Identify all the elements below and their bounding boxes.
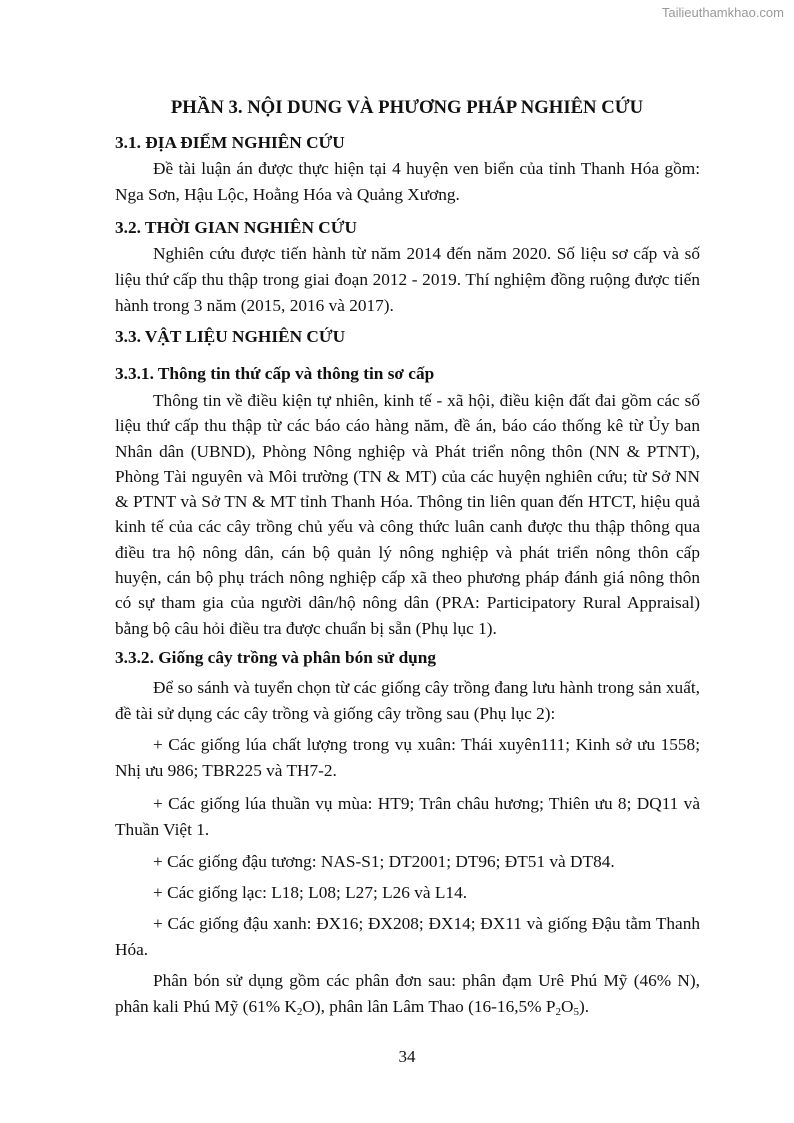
fert-text: O), phân lân Lâm Thao (16-16,5% P <box>302 997 556 1016</box>
subscript: 2 <box>296 1006 303 1018</box>
paragraph-data-sources: Thông tin về điều kiện tự nhiên, kinh tế - xã hội, điều kiện đất đai gồm các số liệu thứ cấp thu thập từ các báo cáo hàng năm, đề án, báo cáo thống kê từ Ủy ban Nhân dân (UBND), Phòng Nông nghiệp và Phát triển nông thôn (NN & PTNT), Phòng Tài nguyên và Môi trường (TN & MT) của các huyện nghiên cứu; từ Sở NN & PTNT và Sở TN & MT tỉnh Thanh Hóa. Thông tin liên quan đến HTCT, hiệu quả kinh tế của các cây trồng chủ yếu và công thức luân canh được thu thập thông qua điều tra hộ nông dân, cán bộ quản lý nông nghiệp và phát triển nông thôn cấp huyện, cán bộ phụ trách nông nghiệp cấp xã theo phương pháp đánh giá nông thôn có sự tham gia của người dân/hộ nông dân (PRA: Participatory Rural Appraisal) bằng bộ câu hỏi điều tra được chuẩn bị sẵn (Phụ lục 1). <box>115 391 700 638</box>
paragraph-varieties-intro: Để so sánh và tuyển chọn từ các giống cây trồng đang lưu hành trong sản xuất, đề tài sử dụng các cây trồng và giống cây trồng sau (Phụ lục 2): <box>115 678 700 723</box>
list-item: + Các giống đậu xanh: ĐX16; ĐX208; ĐX14; ĐX11 và giống Đậu tằm Thanh Hóa. <box>115 914 700 959</box>
fert-text: Phân bón sử dụng gồm các phân đơn sau: phân đạm Urê Phú Mỹ (46% N), phân kali Phú Mỹ (61% K <box>115 971 700 1016</box>
heading-3-3-2: 3.3.2. Giống cây trồng và phân bón sử dụng <box>115 648 437 667</box>
list-item: + Các giống lúa thuần vụ mùa: HT9; Trân châu hương; Thiên ưu 8; DQ11 và Thuần Việt 1. <box>115 794 700 839</box>
heading-3-3-1: 3.3.1. Thông tin thứ cấp và thông tin sơ cấp <box>115 364 435 383</box>
fert-text: O <box>561 997 574 1016</box>
list-item: + Các giống lúa chất lượng trong vụ xuân: Thái xuyên111; Kinh sở ưu 1558; Nhị ưu 986; TBR225 và TH7-2. <box>115 735 700 780</box>
heading-3-2: 3.2. THỜI GIAN NGHIÊN CỨU <box>115 218 357 237</box>
subscript: 2 <box>555 1006 562 1018</box>
list-item: + Các giống lạc: L18; L08; L27; L26 và L14. <box>153 883 468 902</box>
subscript: 5 <box>573 1006 579 1018</box>
paragraph-time: Nghiên cứu được tiến hành từ năm 2014 đến năm 2020. Số liệu sơ cấp và số liệu thứ cấp thu thập trong giai đoạn 2012 - 2019. Thí nghiệm đồng ruộng được tiến hành trong 3 năm (2015, 2016 và 2017). <box>115 244 700 315</box>
paragraph-location: Đề tài luận án được thực hiện tại 4 huyện ven biển của tỉnh Thanh Hóa gồm: Nga Sơn, Hậu Lộc, Hoằng Hóa và Quảng Xương. <box>115 159 700 204</box>
heading-3-1: 3.1. ĐỊA ĐIỂM NGHIÊN CỨU <box>115 133 345 152</box>
fert-text: ). <box>579 997 590 1016</box>
page-number: 34 <box>398 1047 416 1066</box>
heading-3-3: 3.3. VẬT LIỆU NGHIÊN CỨU <box>115 327 346 346</box>
page-title: PHẦN 3. NỘI DUNG VÀ PHƯƠNG PHÁP NGHIÊN CỨU <box>170 97 644 118</box>
watermark: Tailieuthamkhao.com <box>661 5 784 20</box>
list-item: + Các giống đậu tương: NAS-S1; DT2001; DT96; ĐT51 và DT84. <box>153 852 615 871</box>
paragraph-fertilizer <box>115 968 700 1020</box>
